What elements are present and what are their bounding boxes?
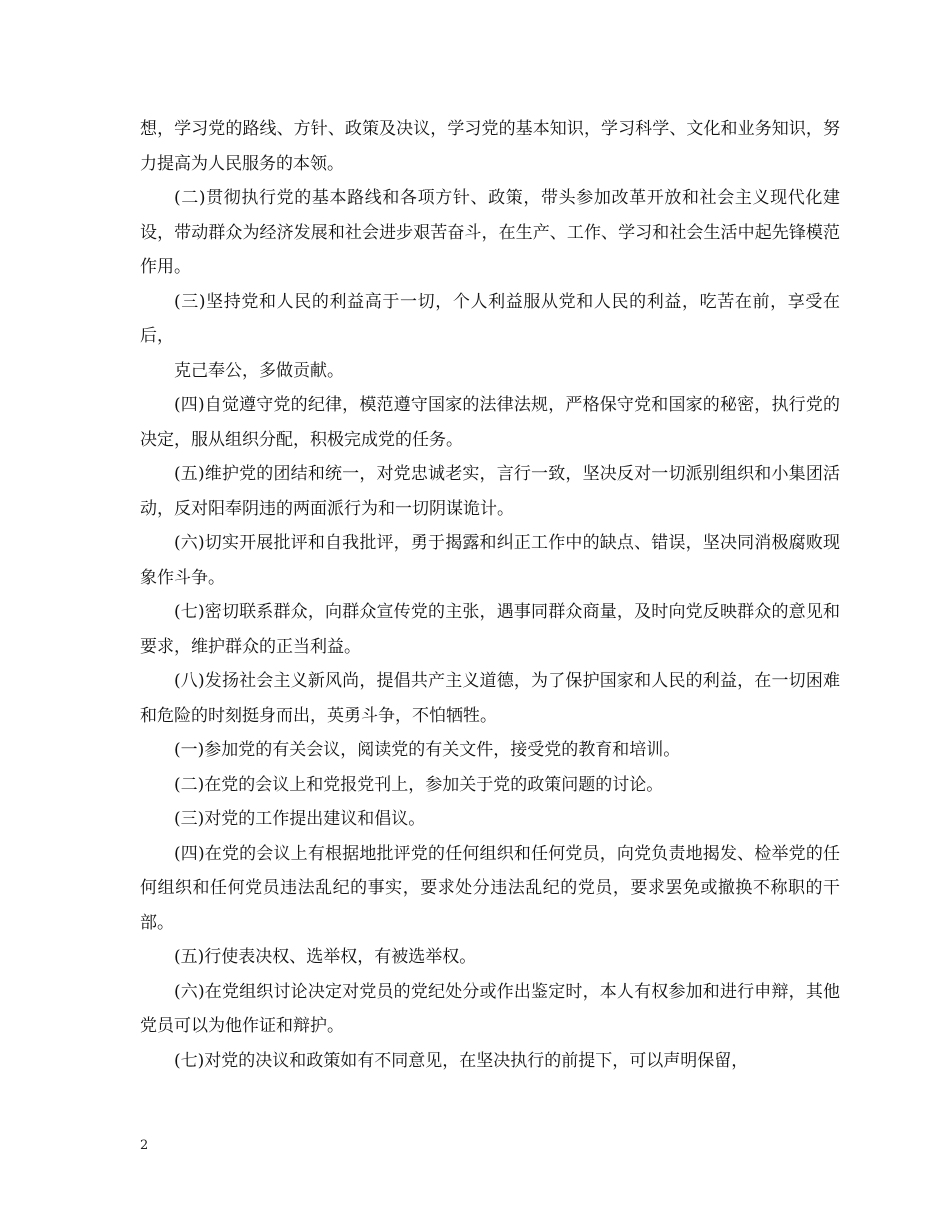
paragraph: (四)自觉遵守党的纪律，模范遵守国家的法律法规，严格保守党和国家的秘密，执行党的决定，服从组织分配，积极完成党的任务。 — [140, 395, 840, 450]
paragraph: 想，学习党的路线、方针、政策及决议，学习党的基本知识，学习科学、文化和业务知识，努力提高为人民服务的本领。 — [140, 119, 840, 174]
paragraph: (六)在党组织讨论决定对党员的党纪处分或作出鉴定时，本人有权参加和进行申辩，其他党员可以为他作证和辩护。 — [140, 981, 840, 1036]
paragraph: (二)在党的会议上和党报党刊上，参加关于党的政策问题的讨论。 — [174, 774, 664, 795]
paragraph: (三)对党的工作提出建议和倡议。 — [174, 809, 426, 829]
paragraph: (三)坚持党和人民的利益高于一切，个人利益服从党和人民的利益，吃苦在前，享受在后， — [140, 291, 840, 346]
paragraph: (四)在党的会议上有根据地批评党的任何组织和任何党员，向党负责地揭发、检举党的任何组织和任何党员违法乱纪的事实，要求处分违法乱纪的党员，要求罢免或撤换不称职的干部。 — [140, 843, 840, 933]
paragraph: (一)参加党的有关会议，阅读党的有关文件，接受党的教育和培训。 — [174, 740, 681, 760]
paragraph: (五)维护党的团结和统一，对党忠诚老实，言行一致，坚决反对一切派别组织和小集团活动，反对阳奉阴违的两面派行为和一切阴谋诡计。 — [140, 464, 840, 519]
paragraph: 克己奉公，多做贡献。 — [174, 360, 344, 381]
paragraph: (七)对党的决议和政策如有不同意见，在坚决执行的前提下，可以声明保留， — [174, 1050, 749, 1071]
paragraph: (八)发扬社会主义新风尚，提倡共产主义道德，为了保护国家和人民的利益，在一切困难和危险的时刻挺身而出，英勇斗争，不怕牺牲。 — [140, 671, 840, 726]
page-number: 2 — [140, 1138, 149, 1153]
paragraph: (七)密切联系群众，向群众宣传党的主张，遇事同群众商量，及时向党反映群众的意见和要求，维护群众的正当利益。 — [140, 602, 840, 657]
paragraph: (二)贯彻执行党的基本路线和各项方针、政策，带头参加改革开放和社会主义现代化建设，带动群众为经济发展和社会进步艰苦奋斗，在生产、工作、学习和社会生活中起先锋模范作用。 — [140, 188, 840, 277]
paragraph: (五)行使表决权、选举权，有被选举权。 — [174, 947, 477, 967]
paragraph: (六)切实开展批评和自我批评，勇于揭露和纠正工作中的缺点、错误，坚决同消极腐败现象作斗争。 — [140, 533, 840, 588]
document-body — [140, 112, 840, 1078]
